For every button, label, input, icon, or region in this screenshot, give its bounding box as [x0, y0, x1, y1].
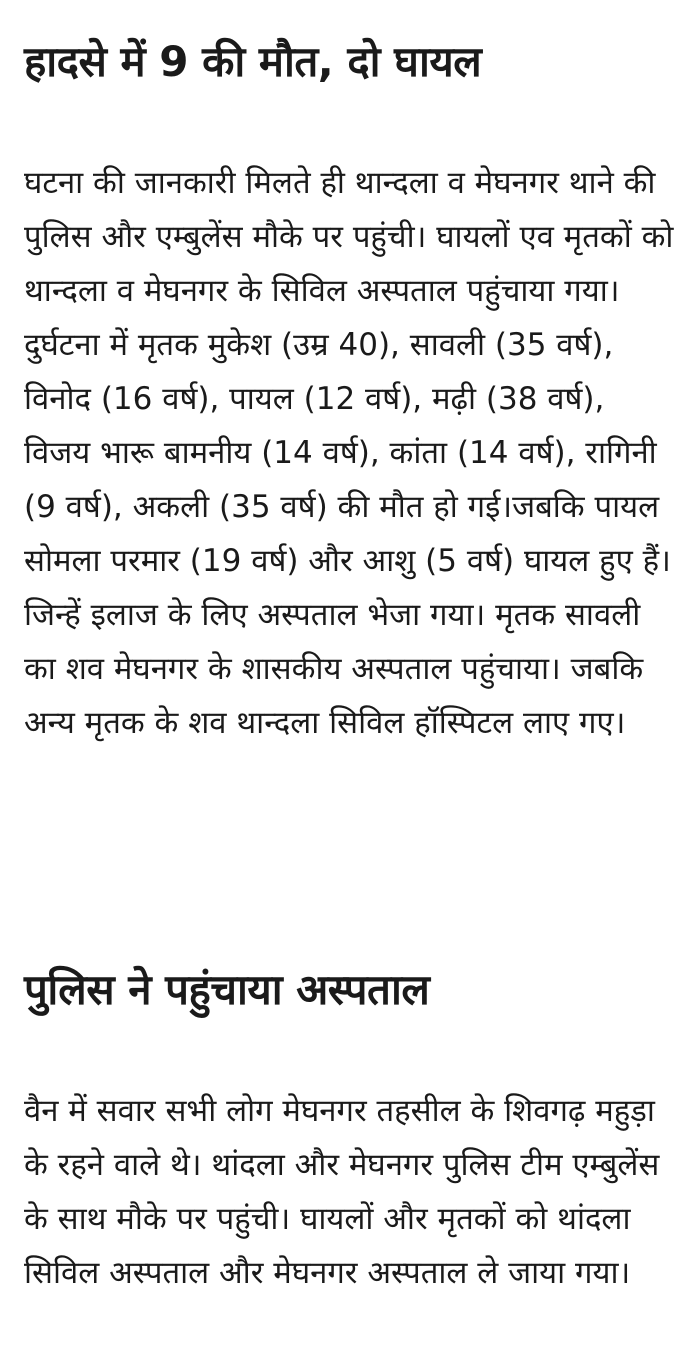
section-heading-deaths: हादसे में 9 की मौत, दो घायल [24, 37, 482, 86]
paragraph-police-response: वैन में सवार सभी लोग मेघनगर तहसील के शिवगढ़ महुड़ा के रहने वाले थे। थांदला और मेघनगर पुलिस टीम एम्बुलेंस के साथ मौके पर पहुंची। घायलों और मृतकों को थांदला सिविल अस्पताल और मेघनगर अस्पताल ले जाया गया। [24, 1093, 660, 1291]
paragraph-incident-details: घटना की जानकारी मिलते ही थान्दला व मेघनगर थाने की पुलिस और एम्बुलेंस मौके पर पहुंची। घायलों एव मृतकों को थान्दला व मेघनगर के सिविल अस्पताल पहुंचाया गया।दुर्घटना में मृतक मुकेश (उम्र 40), सावली (35 वर्ष), विनोद (16 वर्ष), पायल (12 वर्ष), मढ़ी (38 वर्ष), विजय भारू बामनीय (14 वर्ष), कांता (14 वर्ष), रागिनी (9 वर्ष), अकली (35 वर्ष) की मौत हो गई।जबकि पायल सोमला परमार (19 वर्ष) और आशु (5 वर्ष) घायल हुए हैं। जिन्हें इलाज के लिए अस्पताल भेजा गया। मृतक सावली का शव मेघनगर के शासकीय अस्पताल पहुंचाया। जबकि अन्य मृतक के शव थान्दला सिविल हॉस्पिटल लाए गए। [24, 165, 674, 741]
section-heading-police: पुलिस ने पहुंचाया अस्पताल [24, 965, 430, 1014]
